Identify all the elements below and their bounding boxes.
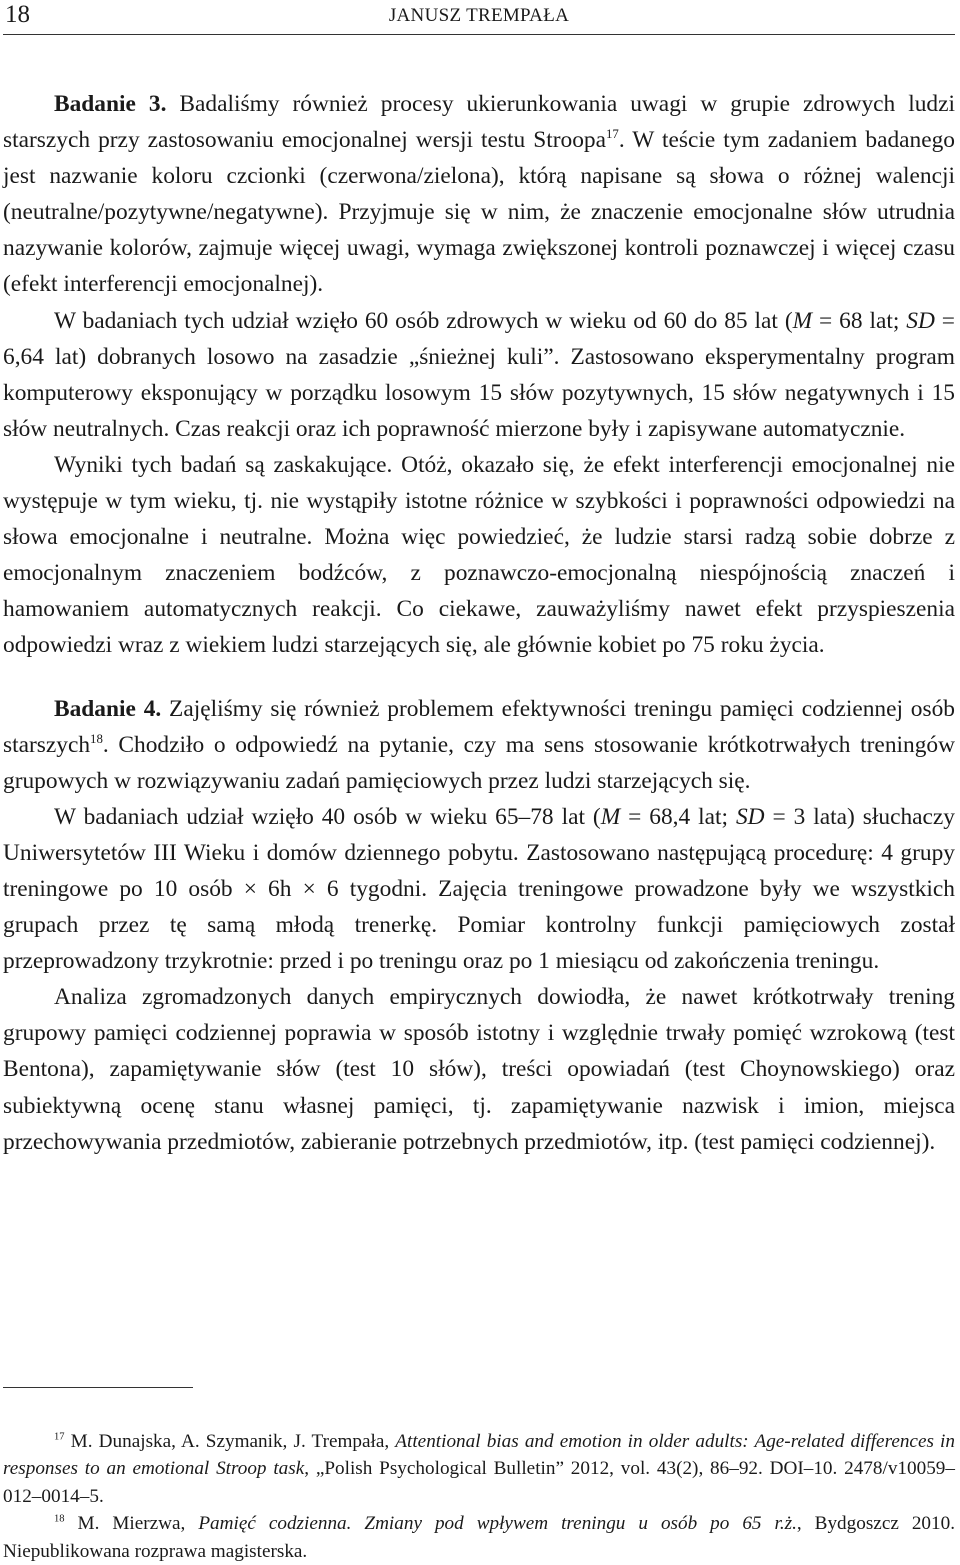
- text-run: . Chodziło o odpowiedź na pytanie, czy ma sens stosowanie krótkotrwałych treningów grupowych w rozwiązywaniu zadań pamięciowych przez ludzi starzejących się.: [3, 731, 955, 794]
- running-head: JANUSZ TREMPAŁA: [388, 5, 570, 26]
- stat-symbol-m: M: [792, 307, 813, 334]
- footnote-number: 17: [54, 1431, 65, 1443]
- paragraph-badanie-3: [3, 86, 955, 303]
- page-header: [3, 0, 955, 35]
- stat-symbol-m: M: [600, 803, 621, 830]
- text-run: M. Mierzwa,: [64, 1513, 199, 1535]
- section-label: Badanie 3.: [54, 91, 167, 117]
- footnote-17: [3, 1428, 955, 1510]
- section-label: Badanie 4.: [54, 695, 162, 722]
- cited-title: Pamięć codzienna. Zmiany pod wpływem treningu u osób po 65 r.ż.: [198, 1513, 797, 1535]
- text-run: , „Polish Psychological Bulletin” 2012, vol. 43(2), 86–92. DOI–10. 2478/v10059–012–0014–5.: [3, 1458, 955, 1507]
- footnote-ref[interactable]: 17: [605, 127, 619, 142]
- page-number: 18: [5, 1, 30, 28]
- text-run: , Bydgoszcz 2010. Niepublikowana rozprawa magisterska.: [3, 1513, 955, 1562]
- footnote-18: [3, 1510, 955, 1565]
- footnote-ref[interactable]: 18: [90, 731, 103, 746]
- footnotes: [3, 1428, 955, 1565]
- paragraph-results-1: Wyniki tych badań są zaskakujące. Otóż, okazało się, że efekt interferencji emocjonalnej nie występuje w tym wieku, tj. nie wystąpiły istotne różnice w szybkości i poprawności odpowiedzi na słowa emocjonalne i neutralne. Można więc powiedzieć, że ludzie starsi radzą sobie dobrze z emocjonalnym znaczeniem bodźców, z poznawczo-emocjonalną niespójnością znaczeń i hamowaniem automatycznych reakcji. Co ciekawe, zauważyliśmy nawet efekt przyspieszenia odpowiedzi wraz z wiekiem ludzi starzejących się, ale głównie kobiet po 75 roku życia.: [3, 451, 955, 659]
- paragraph-results-2: Analiza zgromadzonych danych empirycznych dowiodła, że nawet krótkotrwały trening grupowy pamięci codziennej poprawia w sposób istotny i względnie trwały pomięć wzrokową (test Bentona), zapamiętywanie słów (test 10 słów), treści opowiadań (test Choynowskiego) oraz subiektywną ocenę stanu własnej pamięci, tj. zapamiętywanie nazwisk i imion, miejsca przechowywania przedmiotów, zabieranie potrzebnych przedmiotów, itp. (test pamięci codziennej).: [3, 984, 955, 1155]
- paragraph-participants-1: [3, 303, 955, 447]
- text-run: Badaliśmy również procesy ukierunkowania uwagi w grupie zdrowych ludzi starszych przy zastosowaniu emocjonalnej wersji testu Stroopa: [3, 91, 955, 154]
- cited-title: Attentional bias and emotion in older adults: Age-related differences in responses to an emotional Stroop task: [3, 1431, 955, 1480]
- text-run: M. Dunajska, A. Szymanik, J. Trempała,: [64, 1431, 396, 1452]
- text-run: = 68 lat;: [812, 307, 907, 334]
- body-text: [3, 86, 955, 1160]
- text-run: W badaniach tych udział wzięło 60 osób zdrowych w wieku od 60 do 85 lat (: [54, 307, 793, 334]
- stat-symbol-sd: SD: [735, 803, 765, 830]
- text-run: = 3 lata) słuchaczy Uniwersytetów III Wieku i domów dziennego pobytu. Zastosowano następującą procedurę: 4 grupy treningowe po 10 osób × 6h × 6 tygodni. Zajęcia treningowe prowadzone były we wszystkich grupach przez tę samą młodą trenerkę. Pomiar kontrolny funkcji pamięciowych został przeprowadzony trzykrotnie: przed i po treningu oraz po 1 miesiącu od zakończenia treningu.: [3, 803, 955, 975]
- stat-symbol-sd: SD: [906, 307, 935, 334]
- text-run: . W teście tym zadaniem badanego jest nazwanie koloru czcionki (czerwona/zielona), którą napisane są słowa o różnej walencji (neutralne/pozytywne/negatywne). Przyjmuje się w nim, że znaczenie emocjonalne słów utrudnia nazywanie kolorów, zajmuje więcej uwagi, wymaga zwiększonej kontroli poznawczej i więcej czasu (efekt interferencji emocjonalnej).: [3, 127, 956, 298]
- text-run: = 68,4 lat;: [620, 803, 736, 830]
- footnote-divider: [3, 1387, 193, 1388]
- text-run: W badaniach udział wzięło 40 osób w wieku 65–78 lat (: [54, 803, 601, 830]
- footnote-number: 18: [54, 1513, 65, 1525]
- paragraph-badanie-4: [3, 691, 955, 799]
- paragraph-participants-2: [3, 799, 955, 979]
- text-run: = 6,64 lat) dobranych losowo na zasadzie „śnieżnej kuli”. Zastosowano eksperymentalny program komputerowy eksponujący w porządku losowym 15 słów pozytywnych, 15 słów negatywnych i 15 słów neutralnych. Czas reakcji oraz ich poprawność mierzone były i zapisywane automatycznie.: [3, 307, 956, 442]
- text-run: Zajęliśmy się również problemem efektywności treningu pamięci codziennej osób starszych: [3, 695, 955, 758]
